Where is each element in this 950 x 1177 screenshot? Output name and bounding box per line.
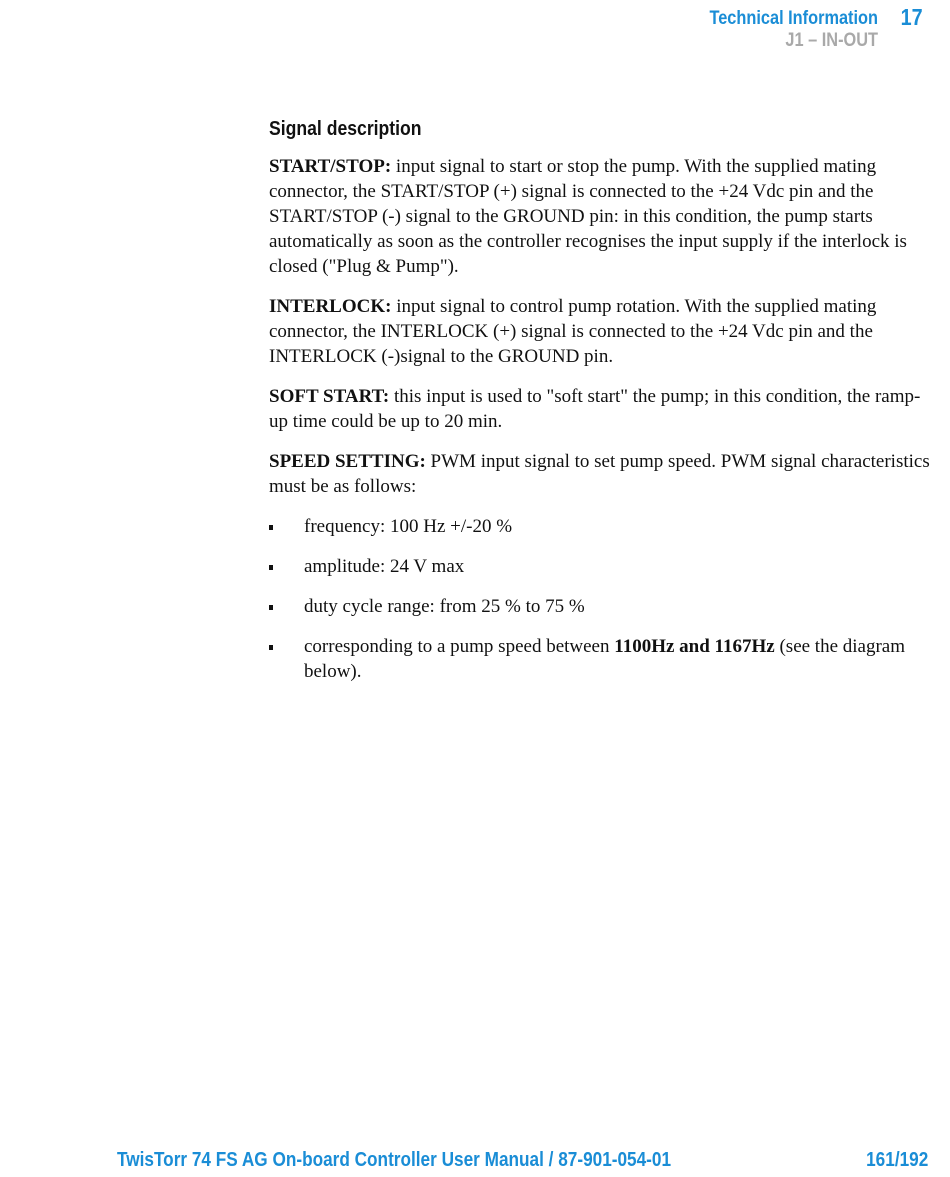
list-item-text: duty cycle range: from 25 % to 75 % <box>304 596 585 617</box>
square-bullet-icon <box>269 565 273 570</box>
term-start-stop: START/STOP: <box>269 156 392 177</box>
chapter-number: 17 <box>900 4 923 30</box>
paragraph-interlock <box>269 294 934 369</box>
list-item <box>269 554 934 579</box>
list-item <box>269 634 934 684</box>
paragraph-start-stop <box>269 154 934 279</box>
square-bullet-icon <box>269 525 273 530</box>
list-item-text: frequency: 100 Hz +/-20 % <box>304 516 513 537</box>
chapter-subtitle: J1 – IN-OUT <box>785 30 878 51</box>
list-item <box>269 594 934 619</box>
speed-range: 1100Hz and 1167Hz <box>614 636 775 657</box>
list-item-text: corresponding to a pump speed between <box>304 636 615 657</box>
footer-manual-title: TwisTorr 74 FS AG On-board Controller User Manual / 87-901-054-01 <box>117 1149 672 1171</box>
term-interlock: INTERLOCK: <box>269 296 392 317</box>
paragraph-soft-start <box>269 384 934 434</box>
page-content <box>269 116 934 699</box>
square-bullet-icon <box>269 605 273 610</box>
pwm-characteristics-list <box>269 514 934 684</box>
footer-page-number: 161/192 <box>865 1149 928 1171</box>
paragraph-speed-setting <box>269 449 934 499</box>
paragraph-text: input signal to start or stop the pump. With the supplied mating connector, the START/STOP (+) signal is connected to the +24 Vdc pin and the START/STOP (-) signal to the GROUND pin: in this condition, the pump starts automatically as soon as the controller recognises the input supply if the interlock is closed ("Plug & Pump"). <box>269 156 907 277</box>
list-item-tail: (see the diagram below). <box>304 636 906 682</box>
paragraph-text: input signal to control pump rotation. With the supplied mating connector, the INTERLOCK (+) signal is connected to the +24 Vdc pin and the INTERLOCK (-)signal to the GROUND pin. <box>269 296 877 367</box>
term-soft-start: SOFT START: <box>269 386 390 407</box>
paragraph-text: this input is used to "soft start" the pump; in this condition, the ramp-up time could be up to 20 min. <box>269 386 921 432</box>
term-speed-setting: SPEED SETTING: <box>269 451 426 472</box>
paragraph-text: PWM input signal to set pump speed. PWM signal characteristics must be as follows: <box>269 451 930 497</box>
running-header <box>709 8 878 52</box>
chapter-title: Technical Information <box>709 8 878 29</box>
list-item-text: amplitude: 24 V max <box>304 556 465 577</box>
section-heading: Signal description <box>269 118 422 140</box>
list-item <box>269 514 934 539</box>
square-bullet-icon <box>269 645 273 650</box>
